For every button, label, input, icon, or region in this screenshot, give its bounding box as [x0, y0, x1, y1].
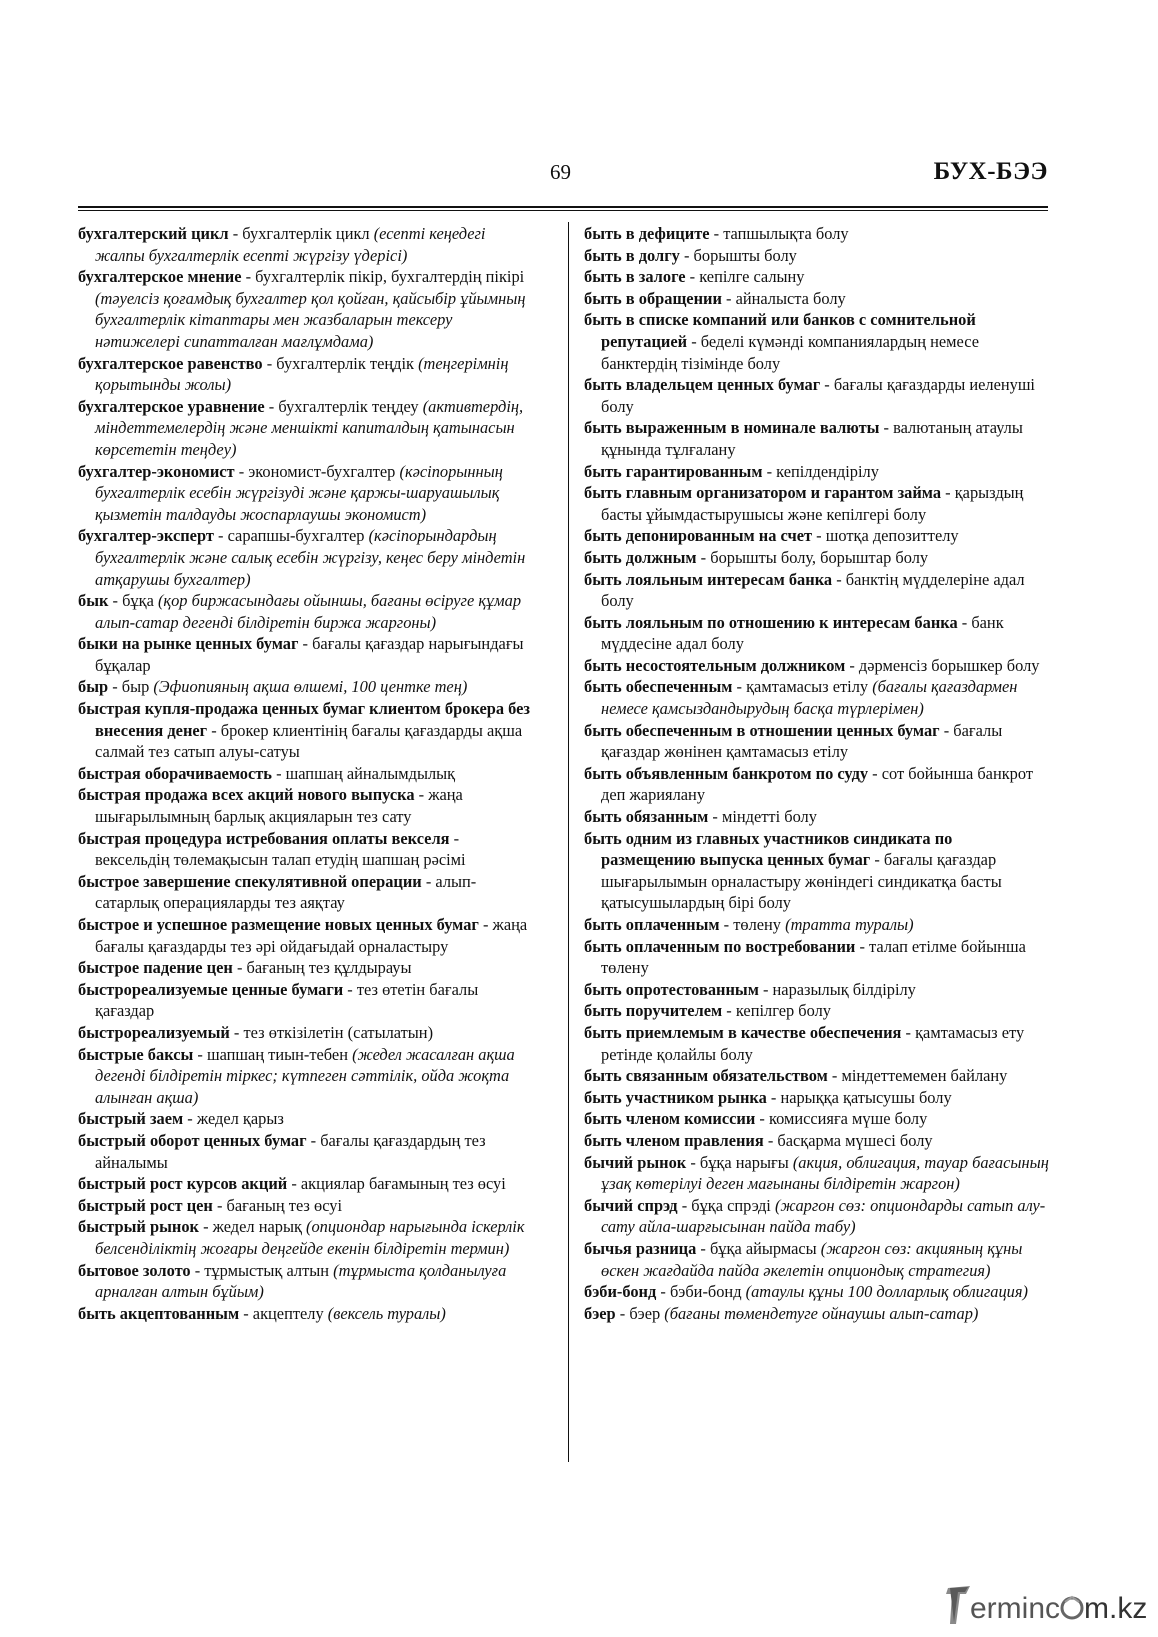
entry-definition: валютаның атаулы құнында тұлғалану [601, 418, 1023, 459]
entry-term: бухгалтерское равенство [78, 353, 263, 373]
entry-definition: басқарма мүшесі болу [777, 1130, 933, 1150]
entry-term: быть связанным обязательством [584, 1066, 828, 1086]
dictionary-entry [78, 979, 536, 1022]
entry-term: быстрая оборачиваемость [78, 763, 272, 783]
section-title: БУХ-БЭЭ [933, 158, 1048, 185]
entry-term: бухгалтерское уравнение [78, 396, 265, 416]
entry-definition: бэби-бонд [669, 1282, 746, 1302]
entry-term: быстрый рынок [78, 1217, 199, 1237]
entry-separator: - [939, 720, 954, 740]
dictionary-entry [78, 266, 536, 352]
entry-separator: - [763, 1130, 778, 1150]
entry-separator: - [721, 288, 736, 308]
entry-term: бухгалтер-эксперт [78, 526, 214, 546]
dictionary-entry [78, 676, 536, 698]
entry-note: (жаргон сөз: акцияның құны өскен жағдайда пайда әкелетін опциондық стратегия) [601, 1238, 1023, 1280]
entry-note: (активтердің, міндеттемелердің және меншікті капиталдың қатынасын көрсететін теңдеу) [95, 396, 524, 459]
dictionary-entry [78, 1216, 536, 1259]
entry-term: быть лояльным интересам банка [584, 569, 833, 589]
entry-definition: банк мүддесіне адал болу [601, 612, 1004, 654]
dictionary-entry [584, 461, 1050, 483]
dictionary-entry [584, 309, 1050, 374]
dictionary-entry [78, 698, 536, 763]
entry-separator: - [832, 569, 846, 589]
entry-separator: - [656, 1282, 670, 1302]
entry-term: бэер [584, 1303, 616, 1323]
entry-separator: - [234, 461, 249, 481]
entry-separator: - [845, 655, 859, 675]
entry-term: бычий спрэд [584, 1195, 678, 1215]
entry-note: (тратта туралы) [785, 915, 914, 934]
entry-definition: шотқа депозиттелу [825, 526, 959, 546]
dictionary-entry [584, 828, 1050, 914]
left-column [78, 223, 536, 1324]
entry-separator: - [287, 1174, 301, 1194]
entry-note: (опциондар нарығында іскерлік белсенділіктің жоғары деңгейде екенін білдіретін термин) [95, 1217, 525, 1258]
dictionary-entry [584, 655, 1050, 677]
entry-separator: - [478, 915, 493, 934]
entry-term: быстрореализуемые ценные бумаги [78, 979, 344, 999]
entry-definition: қамтамасыз етілу [746, 677, 873, 697]
column-divider [568, 222, 569, 1462]
entry-separator: - [732, 677, 747, 697]
entry-definition: борышты болу, борыштар болу [710, 547, 929, 567]
entry-separator: - [758, 979, 773, 999]
entry-separator: - [762, 461, 777, 481]
entry-definition: экономист-бухгалтер [248, 461, 400, 481]
entry-definition: кепілге салыну [699, 267, 805, 287]
dictionary-entry [78, 1022, 536, 1044]
entry-definition: бэер [629, 1303, 665, 1323]
entry-separator: - [709, 224, 724, 243]
entry-separator: - [271, 763, 286, 783]
dictionary-entry [584, 1281, 1050, 1303]
entry-term: быть одним из главных участников синдиката по размещению выпуска ценных бумаг [584, 828, 953, 870]
entry-separator: - [827, 1066, 842, 1086]
dictionary-entry [78, 461, 536, 526]
dictionary-entry [584, 482, 1050, 525]
entry-definition: тапшылықта болу [723, 224, 849, 243]
entry-term: быстрый заем [78, 1109, 184, 1129]
entry-separator: - [870, 850, 884, 870]
entry-term: быть владельцем ценных бумаг [584, 375, 821, 395]
entry-note: (атаулы құны 100 долларлық облигация) [745, 1282, 1028, 1302]
entry-note: (тәуелсіз қоғамдық бухгалтер қол қойған, қайсыбір ұйымның бухгалтерлік кітаптары мен жазбаларын тексеру нәтижелері сипатталған мағлұмдама) [95, 288, 526, 351]
entry-separator: - [198, 1217, 213, 1237]
entry-definition: қарыздың басты ұйымдастырушысы және кепілгері болу [601, 483, 1024, 524]
entry-separator: - [108, 591, 123, 611]
entry-definition: бұқа нарығы [699, 1152, 793, 1172]
entry-separator: - [239, 1303, 253, 1323]
entry-definition: борышты болу [693, 245, 797, 265]
entry-separator: - [820, 375, 834, 395]
entry-separator: - [719, 915, 734, 934]
svg-text:erminc: erminc [970, 1592, 1061, 1625]
entry-definition: бухгалтерлік теңдеу [278, 396, 423, 416]
entry-definition: тұрмыстық алтын [204, 1260, 334, 1280]
entry-term: бухгалтер-экономист [78, 461, 235, 481]
dictionary-entry [78, 763, 536, 785]
dictionary-entry [584, 1238, 1050, 1281]
entry-term: быть выраженным в номинале валюты [584, 418, 880, 438]
entry-separator: - [212, 1195, 227, 1215]
entry-definition: талап етілме бойынша төлену [601, 936, 1026, 978]
entry-term: быстрая купля-продажа ценных бумаг клиентом брокера без внесения денег [78, 699, 530, 740]
dictionary-entry [584, 417, 1050, 460]
entry-separator: - [685, 267, 700, 287]
entry-separator: - [421, 871, 436, 891]
entry-definition: бұқа спрэді [691, 1195, 775, 1215]
right-column [584, 223, 1050, 1324]
dictionary-entry [584, 245, 1050, 267]
entry-definition: қамтамасыз ету ретінде қолайлы болу [601, 1022, 1025, 1064]
entry-definition: банктің мүдделеріне адал болу [601, 569, 1025, 611]
dictionary-entry [78, 784, 536, 827]
entry-term: быть в долгу [584, 245, 680, 265]
entry-definition: брокер клиентінің бағалы қағаздарды ақша салмай тез сатып алуы-сатуы [95, 720, 523, 762]
entry-definition: бухгалтерлік цикл [242, 224, 374, 243]
entry-term: быр [78, 677, 109, 697]
entry-term: быстрая продажа всех акций нового выпуска [78, 785, 415, 805]
entry-separator: - [264, 396, 279, 416]
entry-term: быстрый оборот ценных бумаг [78, 1130, 307, 1150]
entry-term: бухгалтерский цикл [78, 224, 229, 243]
entry-term: быстрая процедура истребования оплаты векселя [78, 828, 450, 848]
entry-separator: - [766, 1087, 781, 1107]
entry-term: быть обязанным [584, 807, 709, 827]
entry-separator: - [708, 807, 722, 827]
entry-separator: - [190, 1260, 205, 1280]
entry-term: быстрые баксы [78, 1044, 194, 1064]
entry-separator: - [812, 526, 826, 546]
entry-term: быть опротестованным [584, 979, 759, 999]
entry-definition: кепілдендірілу [776, 461, 879, 481]
entry-separator: - [229, 1022, 244, 1042]
entry-term: бычья разница [584, 1238, 697, 1258]
entry-term: быть главным организатором и гарантом займа [584, 483, 942, 503]
entry-separator: - [677, 1195, 692, 1215]
entry-definition: шапшаң тиын-тебен [206, 1044, 353, 1064]
entry-note: (вексель туралы) [327, 1303, 446, 1323]
entry-term: бычий рынок [584, 1152, 687, 1172]
entry-note: (акция, облигация, тауар бағасының ұзақ көтерілуі деген мағынаны білдіретін жаргон) [601, 1152, 1049, 1194]
entry-separator: - [193, 1044, 207, 1064]
entry-definition: беделі күмәнді компаниялардың немесе банктердің тізімінде болу [601, 331, 979, 373]
svg-text:m.kz: m.kz [1084, 1592, 1148, 1625]
entry-term: быть акцептованным [78, 1303, 240, 1323]
entry-separator: - [343, 979, 357, 999]
entry-separator: - [298, 634, 313, 654]
dictionary-entry [584, 979, 1050, 1001]
entry-separator: - [855, 936, 870, 956]
entry-definition: бухгалтерлік пікір, бухгалтердің пікірі [255, 267, 525, 287]
entry-definition: міндеттемемен байлану [841, 1066, 1008, 1086]
entry-term: быстрое завершение спекулятивной операции [78, 871, 422, 891]
entry-separator: - [901, 1022, 916, 1042]
entry-definition: алып-сатарлық операцияларды тез аяқтау [95, 871, 477, 913]
dictionary-entry [584, 1065, 1050, 1087]
entry-term: быть обеспеченным в отношении ценных бумаг [584, 720, 940, 740]
entry-definition: бағалы қағаздар шығарылымын орналастыру жөніндегі синдикатқа басты қатысушылардың бірі болу [601, 850, 1002, 913]
entry-separator: - [306, 1130, 321, 1150]
entry-term: бытовое золото [78, 1260, 191, 1280]
entry-term: быть лояльным по отношению к интересам банка [584, 612, 958, 632]
entry-term: быки на рынке ценных бумаг [78, 634, 299, 654]
entry-note: (Эфиопияның ақша өлшемі, 100 центке тең) [153, 677, 468, 697]
entry-definition: бұқа айырмасы [709, 1238, 821, 1258]
entry-definition: тез өткізілетін (сатылатын) [243, 1022, 434, 1042]
entry-term: быть участником рынка [584, 1087, 767, 1107]
dictionary-entry [584, 720, 1050, 763]
entry-term: бэби-бонд [584, 1282, 657, 1302]
dictionary-entry [78, 1173, 536, 1195]
dictionary-entry [584, 1000, 1050, 1022]
entry-term: быть в дефиците [584, 224, 710, 243]
entry-term: быстрый рост курсов акций [78, 1174, 288, 1194]
entry-term: быть членом комиссии [584, 1109, 756, 1129]
entry-separator: - [414, 785, 429, 805]
entry-separator: - [879, 418, 894, 438]
entry-term: быстрое падение цен [78, 958, 233, 978]
entry-definition: бағалы қағаздарды иеленуші болу [601, 375, 1035, 416]
entry-separator: - [696, 1238, 710, 1258]
entry-definition: бағаның тез өсуі [226, 1195, 343, 1215]
entry-separator: - [241, 267, 256, 287]
entry-term: быть депонированным на счет [584, 526, 813, 546]
dictionary-entry [78, 1130, 536, 1173]
entry-note: (есепті кеңедегі жалпы бухгалтерлік есепті жүргізу үдерісі) [95, 224, 486, 265]
entry-separator: - [108, 677, 122, 697]
entry-definition: тез өтетін бағалы қағаздар [95, 979, 479, 1021]
dictionary-entry [584, 1108, 1050, 1130]
entry-note: (бағаны төмендетуге ойнаушы алып-сатар) [664, 1303, 979, 1323]
entry-definition: жедел қарыз [196, 1109, 284, 1129]
entry-separator: - [868, 763, 882, 783]
entry-term: быть обеспеченным [584, 677, 733, 697]
entry-separator: - [941, 483, 955, 503]
entry-note: (кәсіпорындардың бухгалтерлік және салық есебін жүргізу, кеңес беру міндетін атқарушы бухгалтер) [95, 526, 526, 589]
entry-definition: міндетті болу [721, 807, 817, 827]
termincom-logo [944, 1584, 1154, 1628]
entry-term: быть в обращении [584, 288, 722, 308]
entry-term: быстрый рост цен [78, 1195, 213, 1215]
entry-term: быть приемлемым в качестве обеспечения [584, 1022, 902, 1042]
entry-definition: нарыққа қатысушы болу [780, 1087, 952, 1107]
dictionary-entry [584, 569, 1050, 612]
entry-definition: бағалы қағаздардың тез айналымы [95, 1130, 486, 1172]
entry-separator: - [722, 1001, 736, 1021]
dictionary-entry [584, 266, 1050, 288]
dictionary-entry [78, 590, 536, 633]
dictionary-entry [584, 914, 1050, 936]
entry-term: бухгалтерское мнение [78, 267, 242, 287]
entry-definition: айналыста болу [735, 288, 846, 308]
dictionary-entry [584, 763, 1050, 806]
dictionary-entry [78, 871, 536, 914]
dictionary-entry [78, 957, 536, 979]
entry-term: быть гарантированным [584, 461, 763, 481]
entry-separator: - [232, 958, 247, 978]
entry-note: (тұрмыста қолданылуға арналған алтын бұйым) [95, 1260, 507, 1302]
entry-definition: дәрменсіз борышкер болу [858, 655, 1040, 675]
entry-definition: жаңа бағалы қағаздарды тез әрі ойдағыдай орналастыру [95, 915, 528, 956]
entry-definition: бағаның тез құлдырауы [246, 958, 412, 978]
entry-term: быть несостоятельным должником [584, 655, 846, 675]
entry-separator: - [449, 828, 460, 848]
dictionary-entry [584, 806, 1050, 828]
entry-definition: жедел нарық [212, 1217, 307, 1237]
header-rule-thin [78, 210, 1048, 211]
entry-separator: - [213, 526, 228, 546]
entry-term: быть оплаченным [584, 915, 720, 934]
dictionary-entry [78, 353, 536, 396]
entry-note: (бағалы қағаздармен немесе қамсыздандырудың басқа түрлерімен) [601, 677, 1018, 719]
entry-term: быстрое и успешное размещение новых ценных бумаг [78, 915, 479, 934]
dictionary-entry [584, 374, 1050, 417]
dictionary-entry [584, 1130, 1050, 1152]
entry-separator: - [207, 720, 221, 740]
entry-definition: шапшаң айналымдылық [285, 763, 456, 783]
entry-separator: - [686, 1152, 700, 1172]
entry-note: (қор биржасындағы ойыншы, бағаны өсіруге құмар алып-сатар дегенді білдіретін биржа жаргоны) [95, 591, 522, 632]
dictionary-entry [78, 1044, 536, 1109]
entry-definition: комиссияға мүше болу [768, 1109, 928, 1129]
dictionary-entry [78, 223, 536, 266]
entry-term: быть оплаченным по востребовании [584, 936, 856, 956]
dictionary-entry [584, 1087, 1050, 1109]
dictionary-entry [78, 633, 536, 676]
dictionary-entry [584, 223, 1050, 245]
entry-term: быть объявленным банкротом по суду [584, 763, 869, 783]
dictionary-entry [584, 1022, 1050, 1065]
entry-term: быть должным [584, 547, 697, 567]
dictionary-entry [584, 547, 1050, 569]
dictionary-entry [584, 1303, 1050, 1325]
entry-definition: кепілгер болу [735, 1001, 831, 1021]
entry-definition: сарапшы-бухгалтер [227, 526, 369, 546]
dictionary-entry [584, 288, 1050, 310]
dictionary-entry [78, 914, 536, 957]
dictionary-entry [78, 1260, 536, 1303]
entry-definition: быр [121, 677, 154, 697]
dictionary-entry [584, 676, 1050, 719]
entry-note: (теңгерімнің қорытынды жолы) [95, 353, 509, 395]
dictionary-entry [78, 1108, 536, 1130]
dictionary-entry [584, 1152, 1050, 1195]
entry-separator: - [615, 1303, 630, 1323]
dictionary-entry [78, 1303, 536, 1325]
entry-definition: бұқа [122, 591, 158, 611]
entry-note: (кәсіпорынның бухгалтерлік есебін жүргізуді және қаржы-шаруашылық қызметін талдауды жоспарлаушы экономист) [95, 461, 503, 524]
entry-separator: - [696, 547, 711, 567]
entry-definition: наразылық білдірілу [772, 979, 916, 999]
dictionary-entry [584, 1195, 1050, 1238]
entry-separator: - [679, 245, 694, 265]
entry-separator: - [228, 224, 243, 243]
entry-term: быть в залоге [584, 267, 686, 287]
entry-term: бык [78, 591, 109, 611]
entry-definition: бағалы қағаздар жөнінен қамтамасыз етілу [601, 720, 1003, 762]
dictionary-entry [78, 828, 536, 871]
entry-separator: - [687, 331, 701, 351]
entry-separator: - [262, 353, 277, 373]
dictionary-entry [78, 396, 536, 461]
entry-separator: - [957, 612, 972, 632]
entry-definition: төлену [733, 915, 786, 934]
entry-separator: - [755, 1109, 769, 1129]
page-number: 69 [550, 160, 571, 184]
entry-term: быть в списке компаний или банков с сомнительной репутацией [584, 310, 976, 351]
entry-term: быстрореализуемый [78, 1022, 230, 1042]
entry-definition: бағалы қағаздар нарығындағы бұқалар [95, 634, 524, 675]
entry-note: (жедел жасалған ақша дегенді білдіретін тіркес; күтпеген сәттілік, ойда жоқта алынған ақша) [95, 1044, 515, 1107]
entry-separator: - [183, 1109, 197, 1129]
entry-definition: бухгалтерлік теңдік [276, 353, 419, 373]
dictionary-entry [78, 1195, 536, 1217]
entry-term: быть членом правления [584, 1130, 764, 1150]
dictionary-entry [584, 612, 1050, 655]
dictionary-entry [584, 936, 1050, 979]
entry-definition: сот бойынша банкрот деп жариялану [601, 763, 1034, 805]
entry-definition: жаңа шығарылымның барлық акцияларын тез сату [95, 785, 463, 827]
entry-term: быть поручителем [584, 1001, 723, 1021]
dictionary-entry [78, 525, 536, 590]
header-rule [78, 206, 1048, 208]
dictionary-entry [584, 525, 1050, 547]
entry-definition: вексельдің төлемақысын талап етудің шапшаң рәсімі [95, 850, 466, 870]
entry-definition: акцептелу [252, 1303, 328, 1323]
entry-definition: акциялар бағамының тез өсуі [300, 1174, 506, 1194]
entry-note: (жаргон сөз: опциондарды сатып алу-сату айла-шарғысынан пайда табу) [601, 1195, 1046, 1237]
